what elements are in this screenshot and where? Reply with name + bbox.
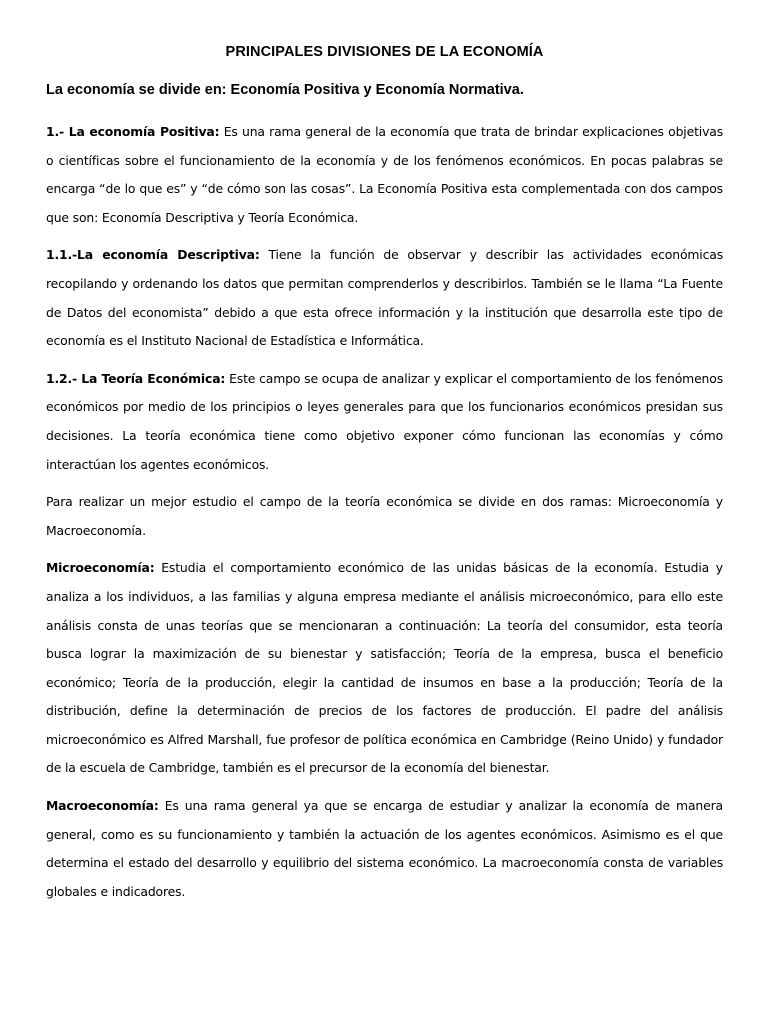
paragraph-economia-positiva [46,118,723,232]
paragraph-teoria-economica [46,365,723,479]
paragraph-lead: Microeconomía: [46,560,155,576]
paragraph-macroeconomia [46,792,723,906]
paragraph-text: Este campo se ocupa de analizar y explicar el comportamiento de los fenómenos económicos por medio de los principios o leyes generales para que los funcionarios económicos presidan sus decisiones. La teoría económica tiene como objetivo exponer cómo funcionan las economías y cómo interactúan los agentes económicos. [46,370,723,472]
paragraph-lead: 1.2.- La Teoría Económica: [46,370,226,386]
paragraph-lead: 1.- La economía Positiva: [46,124,220,139]
paragraph-ramas [46,488,723,545]
paragraph-economia-descriptiva [46,241,723,355]
paragraph-text: Tiene la función de observar y describir las actividades económicas recopilando y ordenando los datos que permitan comprenderlos y describirlos. También se le llama “La Fuente de Datos del economista” debido a que esta ofrece información y la institución que desarrolla este tipo de economía es el Instituto Nacional de Estadística e Informática. [46,247,723,349]
paragraph-microeconomia [46,554,723,783]
paragraph-text: Estudia el comportamiento económico de las unidas básicas de la economía. Estudia y analiza a los individuos, a las familias y alguna empresa mediante el análisis microeconómico, para ello este análisis consta de unas teorías que se mencionaran a continuación: La teoría del consumidor, esta teoría busca lograr la maximización de su bienestar y satisfacción; Teoría de la empresa, busca el beneficio económico; Teoría de la producción, elegir la cantidad de insumos en base a la producción; Teoría de la distribución, define la determinación de precios de los factores de producción. El padre del análisis microeconómico es Alfred Marshall, fue profesor de política económica en Cambridge (Reino Unido) y fundador de la escuela de Cambridge, también es el precursor de la economía del bienestar. [46,560,723,776]
paragraph-text: Para realizar un mejor estudio el campo de la teoría económica se divide en dos ramas: Microeconomía y Macroeconomía. [46,494,723,538]
paragraph-text: Es una rama general ya que se encarga de estudiar y analizar la economía de manera general, como es su funcionamiento y también la actuación de los agentes económicos. Asimismo es el que determina el estado del desarrollo y equilibrio del sistema económico. La macroeconomía consta de variables globales e indicadores. [46,798,723,899]
paragraph-lead: 1.1.-La economía Descriptiva: [46,247,260,263]
paragraph-lead: Macroeconomía: [46,798,159,814]
document-title: PRINCIPALES DIVISIONES DE LA ECONOMÍA [225,44,544,60]
document-subtitle: La economía se divide en: Economía Positiva y Economía Normativa. [46,82,524,98]
paragraph-text: Es una rama general de la economía que trata de brindar explicaciones objetivas o científicas sobre el funcionamiento de la economía y de los fenómenos económicos. En pocas palabras se encarga “de lo que es” y “de cómo son las cosas”. La Economía Positiva esta complementada con dos campos que son: Economía Descriptiva y Teoría Económica. [46,124,724,225]
document-page [46,44,723,915]
